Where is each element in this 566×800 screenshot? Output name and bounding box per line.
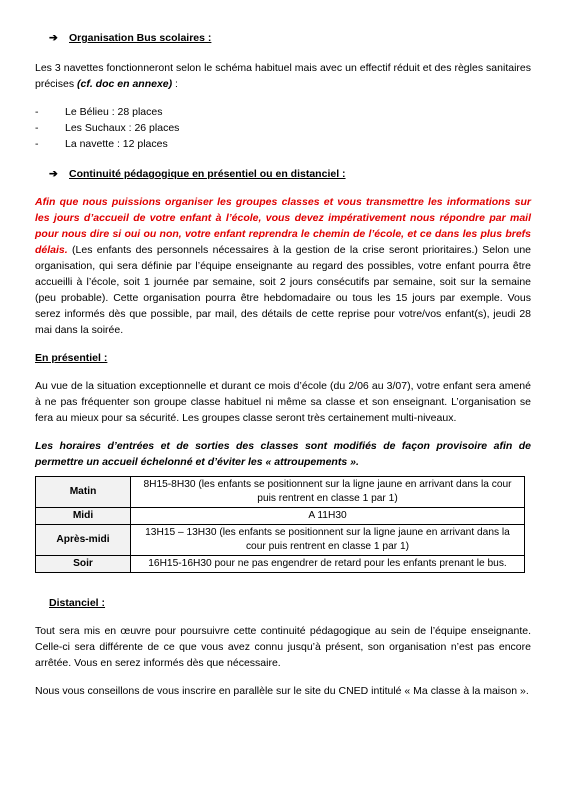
table-row-value: A 11H30 — [131, 508, 525, 525]
table-row — [36, 525, 525, 556]
arrow-right-icon: ➔ — [49, 32, 58, 44]
table-row — [36, 477, 525, 508]
continuite-paragraph — [35, 194, 531, 338]
bus-list — [35, 104, 531, 152]
table-row-value: 13H15 – 13H30 (les enfants se positionnent sur la ligne jaune en arrivant dans la cour puis rentrent en classe 1 par 1) — [131, 525, 525, 556]
list-item: - La navette : 12 places — [35, 136, 531, 152]
continuite-section-heading — [35, 166, 531, 182]
table-row-label: Matin — [36, 477, 131, 508]
bus-intro-text: Les 3 navettes fonctionneront selon le schéma habituel mais avec un effectif réduit et des règles sanitaires précises — [35, 62, 531, 90]
horaires-table — [35, 476, 525, 573]
table-row-value: 16H15-16H30 pour ne pas engendrer de retard pour les enfants prenant le bus. — [131, 556, 525, 573]
list-item: - Les Suchaux : 26 places — [35, 120, 531, 136]
arrow-right-icon: ➔ — [49, 168, 58, 180]
table-row-label: Midi — [36, 508, 131, 525]
cned-paragraph: Nous vous conseillons de vous inscrire en parallèle sur le site du CNED intitulé « Ma classe à la maison ». — [35, 685, 529, 697]
horaires-intro: Les horaires d’entrées et de sorties des classes sont modifiés de façon provisoire afin de permettre un accueil échelonné et d’éviter les « attroupements ». — [35, 440, 531, 468]
presentiel-paragraph: Au vue de la situation exceptionnelle et durant ce mois d’école (du 2/06 au 3/07), votre enfant sera amené à ne pas fréquenter son groupe classe habituel ni même sa classe et son enseignant. L’organisation se fera au mieux pour sa sécurité. Les groupes classe seront très certainement multi-niveaux. — [35, 380, 531, 424]
bus-intro — [35, 60, 531, 92]
bus-intro-end: : — [172, 78, 178, 90]
table-row-value: 8H15-8H30 (les enfants se positionnent sur la ligne jaune en arrivant dans la cour puis rentrent en classe 1 par 1) — [131, 477, 525, 508]
table-row — [36, 556, 525, 573]
table-row — [36, 508, 525, 525]
table-row-label: Après-midi — [36, 525, 131, 556]
distanciel-paragraph: Tout sera mis en œuvre pour poursuivre cette continuité pédagogique au sein de l’équipe enseignante. Celle-ci sera différente de ce que vous avez connu jusqu’à présent, son organisation n’est pas encore arrêtée. Vous en serez informés dès que nécessaire. — [35, 625, 531, 669]
bus-intro-annex: (cf. doc en annexe) — [77, 78, 173, 90]
list-item: - Le Bélieu : 28 places — [35, 104, 531, 120]
continuite-rest-text: (Les enfants des personnels nécessaires à la gestion de la crise seront prioritaires.) Selon une organisation, qui sera définie par l’équipe enseignante au regard des possibles, votre enfant pourra être accueilli à l’école, soit 1 journée par semaine, soit 2 jours consécutifs par semaine, soit sur la semaine (peu probable). Cette organisation pourra être hebdomadaire ou tous les 15 jours par exemple. Vous serez informés dès que possible, par mail, des détails de cette reprise pour votre/vos enfant(s), jeudi 28 mai dans la soirée. — [35, 244, 531, 336]
presentiel-heading: En présentiel : — [35, 352, 108, 364]
bus-heading-text: Organisation Bus scolaires : — [69, 32, 212, 44]
continuite-heading-text: Continuité pédagogique en présentiel ou en distanciel : — [69, 168, 346, 180]
table-row-label: Soir — [36, 556, 131, 573]
document-page — [35, 30, 531, 699]
bus-section-heading — [35, 30, 531, 46]
continuite-red-text: Afin que nous puissions organiser les groupes classes et vous transmettre les informations sur les jours d’accueil de votre enfant à l’école, vous devez impérativement nous répondre par mail pour nous dire si oui ou non, votre enfant reprendra le chemin de l’école, et ce dans les plus brefs délais. — [35, 196, 531, 256]
distanciel-heading: Distanciel : — [49, 597, 106, 609]
